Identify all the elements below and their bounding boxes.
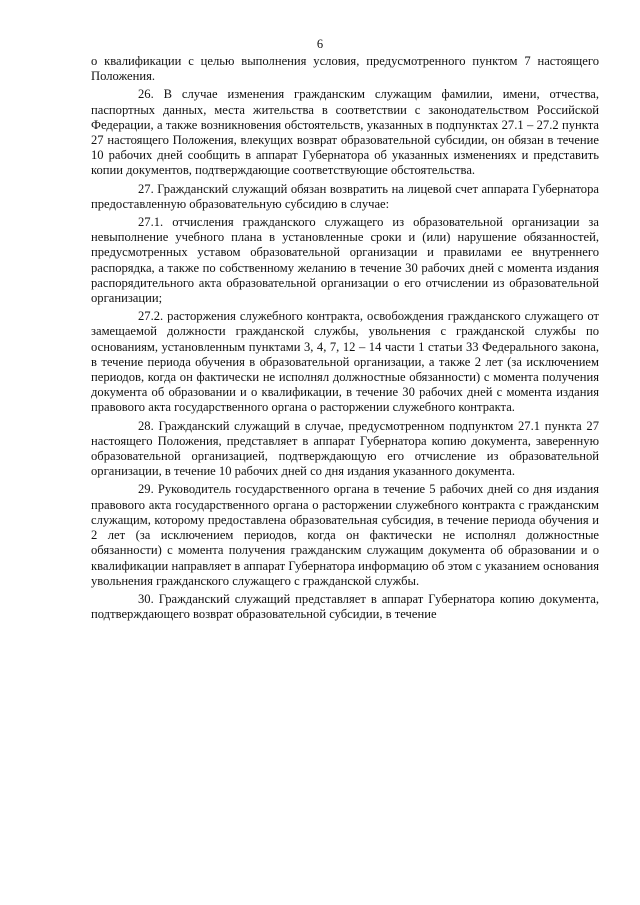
paragraph-p28: 28. Гражданский служащий в случае, предусмотренном подпунктом 27.1 пункта 27 настоящего Положения, представляет в аппарат Губернатора копию документа, заверенную образовательной организацией, подтверждающую его отчисление из образовательной организации, в течение 10 рабочих дней со дня издания указанного документа. xyxy=(91,418,599,479)
paragraph-p27-1: 27.1. отчисления гражданского служащего из образовательной организации за невыполнение учебного плана в установленные сроки и (или) нарушение обязанностей, предусмотренных уставом образовательной организации и правилами ее внутреннего распорядка, а также по собственному желанию в течение 30 рабочих дней с момента издания распорядительного акта образовательной организации о его отчислении из образовательной организации; xyxy=(91,215,599,306)
paragraph-p30: 30. Гражданский служащий представляет в аппарат Губернатора копию документа, подтверждающего возврат образовательной субсидии, в течение xyxy=(91,591,599,622)
paragraph-p27-2: 27.2. расторжения служебного контракта, освобождения гражданского служащего от замещаемой должности гражданской службы, увольнения с гражданской службы по основаниям, установленным пунктами 3, 4, 7, 12 – 14 части 1 статьи 33 Федерального закона, в течение периода обучения в образовательной организации, а также 2 лет (за исключением периодов, когда он фактически не исполнял должностные обязанности) с момента получения документа об образовании и о квалификации, в течение 30 рабочих дней с момента издания правового акта государственного органа о расторжении служебного контракта. xyxy=(91,309,599,415)
page-number: 6 xyxy=(316,37,324,51)
paragraph-p29: 29. Руководитель государственного органа в течение 5 рабочих дней со дня издания правового акта государственного органа о расторжении служебного контракта с гражданским служащим, которому предоставлена образовательная субсидия, в течение периода обучения и 2 лет (за исключением периодов, когда он фактически не исполнял должностные обязанности) с момента получения гражданским служащим документа об образовании и о квалификации направляет в аппарат Губернатора информацию об этом с указанием основания увольнения гражданского служащего с гражданской службы. xyxy=(91,482,599,588)
paragraph-p26: 26. В случае изменения гражданским служащим фамилии, имени, отчества, паспортных данных, места жительства в соответствии с законодательством Российской Федерации, а также возникновения обстоятельств, указанных в подпунктах 27.1 – 27.2 пункта 27 настоящего Положения, влекущих возврат образовательной субсидии, он обязан в течение 10 рабочих дней сообщить в аппарат Губернатора об указанных изменениях и представить копии документов, подтверждающие соответствующие обстоятельства. xyxy=(91,87,599,178)
paragraph-p0: о квалификации с целью выполнения условия, предусмотренного пунктом 7 настоящего Положения. xyxy=(91,54,599,84)
document-body xyxy=(91,54,599,622)
paragraph-p27: 27. Гражданский служащий обязан возвратить на лицевой счет аппарата Губернатора предоставленную образовательную субсидию в случае: xyxy=(91,181,599,211)
